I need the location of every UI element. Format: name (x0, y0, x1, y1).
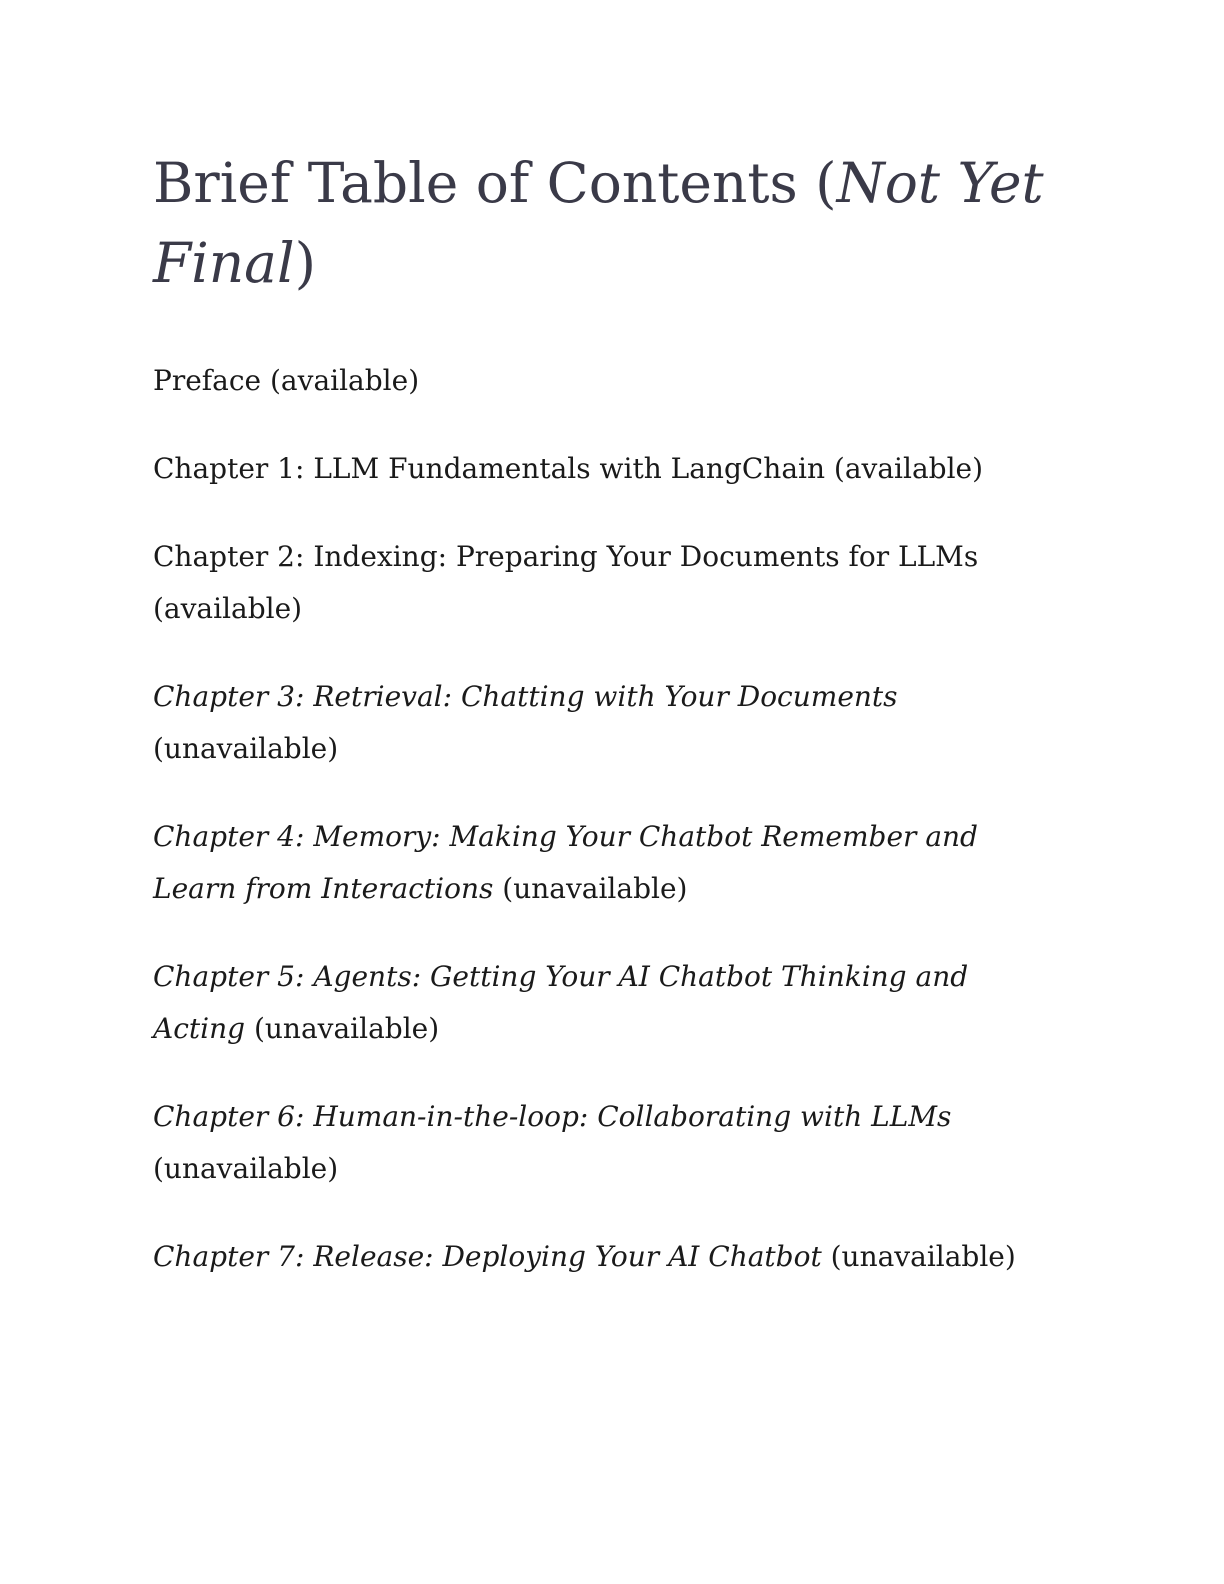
toc-entry-title: Chapter 6: Human-in-the-loop: Collaborating with LLMs (153, 1100, 952, 1133)
title-italic: Not Yet Final (153, 151, 1044, 295)
toc-entry-status: (unavailable) (245, 1012, 440, 1045)
toc-entry-chapter-2 (153, 531, 1053, 635)
toc-entry-chapter-4 (153, 811, 1053, 915)
toc-entry-chapter-1 (153, 443, 1053, 495)
toc-entry-chapter-3 (153, 671, 1053, 775)
page-title (153, 143, 1053, 303)
toc-entry-status: (available) (825, 452, 984, 485)
title-close: ) (294, 231, 317, 295)
toc-entry-title: Chapter 5: Agents: Getting Your AI Chatbot Thinking and Acting (153, 960, 969, 1045)
toc-entry-status: (available) (261, 364, 420, 397)
toc-entry-title: Chapter 2: Indexing: Preparing Your Documents for LLMs (153, 540, 979, 573)
toc-entry-preface (153, 355, 1053, 407)
toc-entry-status: (unavailable) (493, 872, 688, 905)
toc-entry-title: Chapter 4: Memory: Making Your Chatbot Remember and Learn from Interactions (153, 820, 978, 905)
toc-list (153, 355, 1053, 1283)
toc-entry-chapter-7 (153, 1231, 1053, 1283)
toc-entry-status: (available) (153, 592, 303, 625)
toc-entry-title: Chapter 3: Retrieval: Chatting with Your Documents (153, 680, 898, 713)
toc-entry-chapter-6 (153, 1091, 1053, 1195)
toc-entry-status: (unavailable) (153, 732, 339, 765)
document-page (153, 143, 1053, 1319)
toc-entry-status: (unavailable) (153, 1152, 339, 1185)
toc-entry-title: Chapter 1: LLM Fundamentals with LangChain (153, 452, 826, 485)
toc-entry-status: (unavailable) (821, 1240, 1016, 1273)
toc-entry-title: Chapter 7: Release: Deploying Your AI Chatbot (153, 1240, 822, 1273)
toc-entry-title: Preface (153, 364, 262, 397)
toc-entry-chapter-5 (153, 951, 1053, 1055)
title-main: Brief Table of Contents ( (153, 151, 837, 215)
